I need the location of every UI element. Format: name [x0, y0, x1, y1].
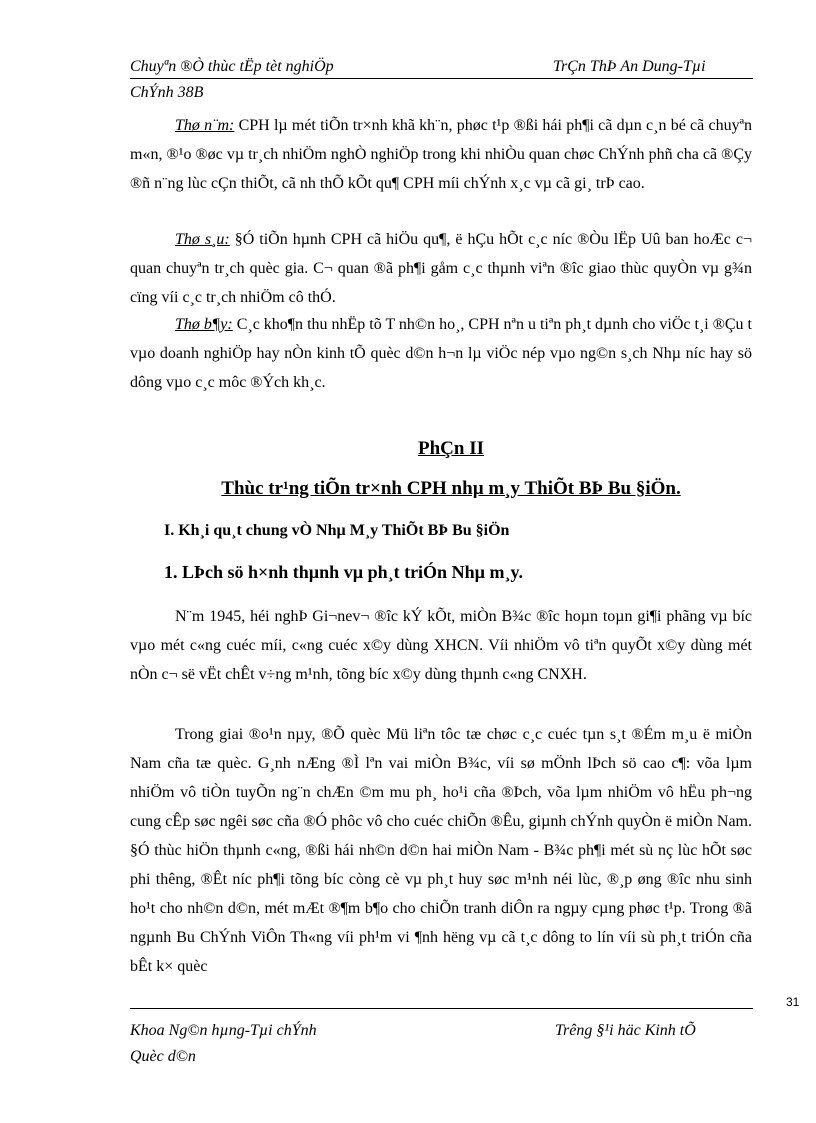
- body-paragraph-2: Trong giai ®o¹n nµy, ®Õ quèc Mü liªn tôc tæ chøc c¸c cuéc tµn s¸t ®Ém m¸u ë miÒn Nam cña tæ quèc. G¸nh nÆng ®Ì lªn vai miÒn B¾c, víi sø mÖnh lÞch sö cao c¶: võa lµm nhiÖm vô tiÒn tuyÕn ng¨n chÆn ©m mu ph¸ ho¹i cña ®Þch, võa lµm nhiÖm vô hËu ph¬ng cung cÊp søc ngêi søc cña ®Ó phôc vô cho cuéc chiÕn ®Êu, giµnh chÝnh quyÒn ë miÒn Nam. §Ó thùc hiÖn thµnh c«ng, ®ßi hái nh©n d©n hai miÒn Nam - B¾c ph¶i mét sù nç lùc hÕt søc phi thêng, ®Êt níc ph¶i tõng bíc còng cè vµ ph¸t huy søc m¹nh néi lùc, ®¸p øng ®îc nhu sinh ho¹t cho nh©n d©n, mét mÆt ®¶m b¶o cho chiÕn tranh diÔn ra ngµy cµng phøc t¹p. Trong ®ã ngµnh Bu ChÝnh ViÔn Th«ng víi ph¹m vi ¶nh hëng vµ cã t¸c dông to lín víi sù ph¸t triÓn cña bÊt k× quèc: [130, 726, 752, 975]
- header-left: Chuyªn ®Ò thùc tËp tèt nghiÖp: [130, 58, 334, 75]
- header-left-line2: ChÝnh 38B: [130, 84, 204, 101]
- paragraph-text: C¸c kho¶n thu nhËp tõ T nh©n ho¸, CPH nªn u tiªn ph¸t dµnh cho viÖc t¸i ®Çu t vµo doanh nghiÖp hay nÒn kinh tÕ quèc d©n h¬n lµ viÖc nép vµo ng©n s¸ch Nhµ níc hay sö dông vµo c¸c môc ®Ých kh¸c.: [130, 316, 752, 391]
- footer-left: Khoa Ng©n hµng-Tµi chÝnh: [130, 1022, 317, 1039]
- part-heading: PhÇn II: [418, 438, 484, 459]
- paragraph-thu-bay: [130, 310, 752, 397]
- footer-left-line2: Quèc d©n: [130, 1048, 196, 1065]
- paragraph-text: CPH lµ mét tiÕn tr×nh khã kh¨n, phøc t¹p ®ßi hái ph¶i cã dµn c¸n bé cã chuyªn m«n, ®¹o ®øc vµ tr¸ch nhiÖm nghÒ nghiÖp trong khi nhiÒu quan chøc ChÝnh phñ cha cã ®Çy ®ñ n¨ng lùc cÇn thiÕt, cã nh thÕ kÕt qu¶ CPH míi chÝnh x¸c vµ cã gi¸ trÞ cao.: [130, 117, 753, 192]
- header-right: TrÇn ThÞ An Dung-Tµi: [553, 58, 706, 75]
- paragraph-lead: Thø s¸u:: [175, 231, 230, 248]
- paragraph-lead: Thø b¶y:: [175, 316, 233, 333]
- paragraph-lead: Thø n¨m:: [175, 117, 235, 134]
- header-rule: [130, 78, 753, 79]
- paragraph-text: §Ó tiÕn hµnh CPH cã hiÖu qu¶, ë hÇu hÕt c¸c níc ®Òu lËp Uû ban hoÆc c¬ quan chuyªn tr¸ch quèc gia. C¬ quan ®ã ph¶i gåm c¸c thµnh viªn ®îc giao thùc quyÒn vµ g¾n cïng víi c¸c tr¸ch nhiÖm cô thÓ.: [130, 231, 753, 306]
- paragraph-thu-sau: [130, 225, 752, 312]
- footer-rule: [130, 1008, 753, 1009]
- subheading-2: 1. LÞch sö h×nh thµnh vµ ph¸t triÓn Nhµ m¸y.: [164, 562, 523, 582]
- body-paragraph-1: N¨m 1945, héi nghÞ Gi¬nev¬ ®îc kÝ kÕt, miÒn B¾c ®îc hoµn toµn gi¶i phãng vµ bíc vµo mét c«ng cuéc míi, c«ng cuéc x©y dùng XHCN. Víi nhiÖm vô tiªn quyÕt x©y dùng mét nÒn c¬ së vËt chÊt v÷ng m¹nh, tõng bíc x©y dùng thµnh c«ng CNXH.: [130, 608, 752, 683]
- subheading-1: I. Kh¸i qu¸t chung vÒ Nhµ M¸y ThiÕt BÞ Bu §iÖn: [164, 522, 510, 539]
- part-title: Thùc tr¹ng tiÕn tr×nh CPH nhµ m¸y ThiÕt BÞ Bu §iÖn.: [221, 478, 681, 499]
- footer-right: Trêng §¹i häc Kinh tÕ: [555, 1022, 696, 1039]
- page-number: 31: [786, 995, 800, 1009]
- paragraph-thu-nam: [130, 111, 752, 198]
